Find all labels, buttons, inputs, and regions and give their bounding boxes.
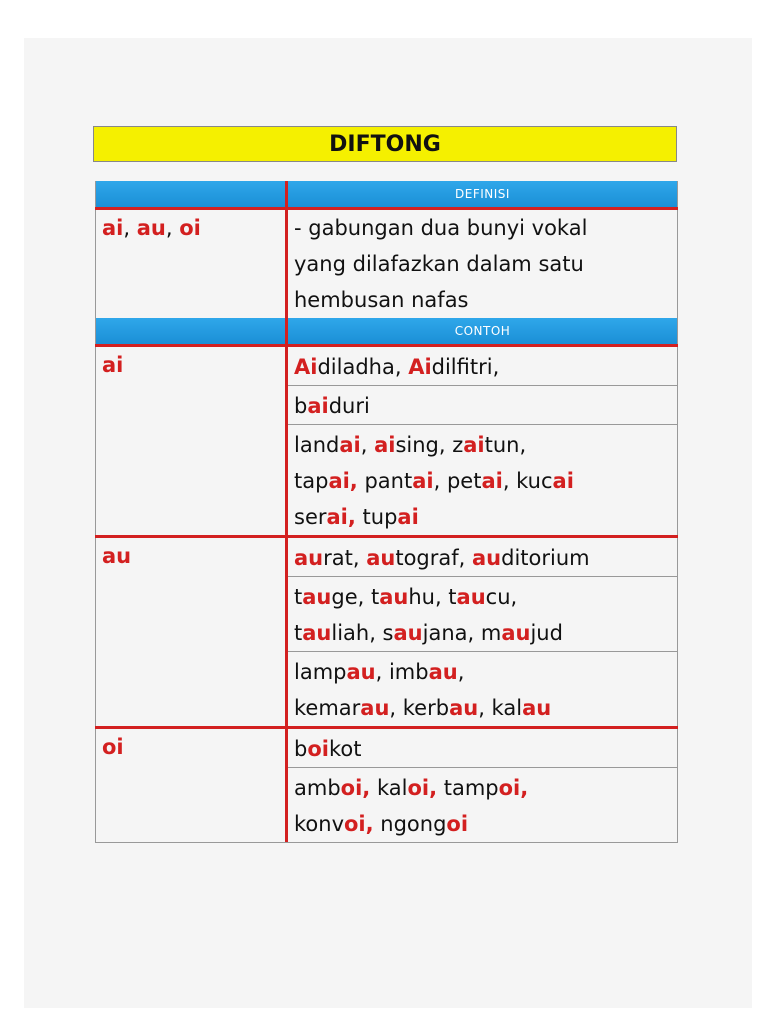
word-part: sing, z: [395, 433, 464, 457]
diftong-highlight: au: [302, 621, 332, 645]
diftong-highlight: au: [449, 696, 479, 720]
diftong-highlight: ai: [397, 505, 419, 529]
group-label: oi: [102, 735, 124, 759]
diftong-highlight: oi: [307, 737, 329, 761]
example-line: [288, 690, 677, 726]
diftong-highlight: ai: [307, 394, 329, 418]
diftong-label: au: [136, 216, 166, 240]
example-cell: [288, 729, 677, 768]
word-part: tup: [355, 505, 398, 529]
diftong-highlight: oi: [446, 812, 469, 836]
word-part: t: [294, 585, 303, 609]
word-part: hu, t: [408, 585, 457, 609]
diftong-highlight: oi,: [407, 776, 438, 800]
word-part: ditorium: [501, 546, 590, 570]
example-line: [288, 654, 677, 690]
word-part: tograf,: [395, 546, 473, 570]
example-cell: [288, 652, 677, 726]
diftong-label: oi: [179, 216, 201, 240]
diftong-highlight: au: [360, 696, 390, 720]
diftong-highlight: ai: [412, 469, 434, 493]
word-part: liah, s: [331, 621, 394, 645]
diftong-table: [95, 181, 678, 843]
word-part: , imb: [375, 660, 429, 684]
word-part: ngong: [373, 812, 447, 836]
example-cell: [288, 577, 677, 652]
group-label: au: [102, 544, 132, 568]
diftong-highlight: au: [393, 621, 423, 645]
word-part: b: [294, 394, 308, 418]
diftong-highlight: Ai: [408, 355, 432, 379]
diftong-highlight: ai: [552, 469, 574, 493]
diftong-highlight: ai: [339, 433, 361, 457]
definition-row: [95, 210, 678, 318]
example-line: [288, 615, 677, 651]
word-part: kot: [328, 737, 362, 761]
word-part: ,: [457, 660, 465, 684]
example-groups: [95, 347, 678, 843]
example-group-ai: [95, 347, 678, 538]
example-cell: [288, 538, 677, 577]
page-title: DIFTONG: [93, 126, 677, 162]
example-line: [288, 770, 677, 806]
word-part: lamp: [294, 660, 347, 684]
word-part: ge, t: [331, 585, 380, 609]
diftong-highlight: au: [379, 585, 409, 609]
word-part: kal: [370, 776, 408, 800]
word-part: , pet: [433, 469, 482, 493]
word-part: tap: [294, 469, 329, 493]
diftong-highlight: au: [346, 660, 376, 684]
word-part: cu,: [485, 585, 518, 609]
example-cell: [288, 386, 677, 425]
word-part: ,: [360, 433, 375, 457]
word-part: amb: [294, 776, 341, 800]
word-part: diladha,: [317, 355, 409, 379]
diftong-highlight: ai: [374, 433, 396, 457]
word-part: rat,: [323, 546, 367, 570]
word-part: tamp: [437, 776, 499, 800]
word-part: land: [294, 433, 340, 457]
diftong-highlight: Ai: [294, 355, 318, 379]
diftong-highlight: oi,: [344, 812, 374, 836]
definition-text: [288, 210, 678, 318]
diftong-highlight: oi,: [340, 776, 371, 800]
diftong-highlight: au: [522, 696, 552, 720]
example-group-oi: [95, 729, 678, 843]
diftong-highlight: au: [428, 660, 458, 684]
example-line: [288, 579, 677, 615]
word-part: jud: [530, 621, 563, 645]
word-part: tun,: [484, 433, 527, 457]
example-line: [288, 349, 677, 385]
example-cell: [288, 768, 677, 842]
word-part: , kerb: [389, 696, 450, 720]
word-part: pant: [357, 469, 413, 493]
word-part: duri: [328, 394, 370, 418]
example-line: [288, 499, 677, 535]
group-label: ai: [102, 353, 124, 377]
definition-diftong-list: [96, 210, 285, 246]
diftong-highlight: ai,: [326, 505, 356, 529]
diftong-highlight: au: [302, 585, 332, 609]
definition-line: - gabungan dua bunyi vokal: [294, 216, 588, 240]
diftong-highlight: au: [501, 621, 531, 645]
definition-line: yang dilafazkan dalam satu: [294, 252, 584, 276]
example-cell: [288, 347, 677, 386]
diftong-highlight: ai: [481, 469, 503, 493]
word-part: t: [294, 621, 303, 645]
example-cell: [288, 425, 677, 535]
diftong-highlight: oi,: [498, 776, 529, 800]
example-line: [288, 427, 677, 463]
example-group-au: [95, 538, 678, 729]
diftong-highlight: au: [366, 546, 396, 570]
example-line: [288, 388, 677, 424]
diftong-highlight: au: [456, 585, 486, 609]
example-line: [288, 540, 677, 576]
word-part: ser: [294, 505, 327, 529]
diftong-highlight: au: [294, 546, 324, 570]
diftong-highlight: ai: [463, 433, 485, 457]
definition-line: hembusan nafas: [294, 288, 469, 312]
word-part: jana, m: [422, 621, 502, 645]
example-header: CONTOH: [288, 318, 678, 344]
diftong-label: ai: [102, 216, 124, 240]
example-line: [288, 806, 677, 842]
diftong-highlight: au: [472, 546, 502, 570]
example-line: [288, 731, 677, 767]
separator: ,: [123, 216, 137, 240]
example-header-row: [95, 318, 678, 344]
example-line: [288, 463, 677, 499]
word-part: , kal: [478, 696, 523, 720]
word-part: b: [294, 737, 308, 761]
word-part: , kuc: [502, 469, 553, 493]
word-part: konv: [294, 812, 344, 836]
diftong-highlight: ai,: [328, 469, 358, 493]
definition-header: DEFINISI: [288, 181, 678, 207]
word-part: kemar: [294, 696, 361, 720]
separator: ,: [165, 216, 180, 240]
definition-header-row: [95, 181, 678, 207]
word-part: dilfitri,: [431, 355, 500, 379]
